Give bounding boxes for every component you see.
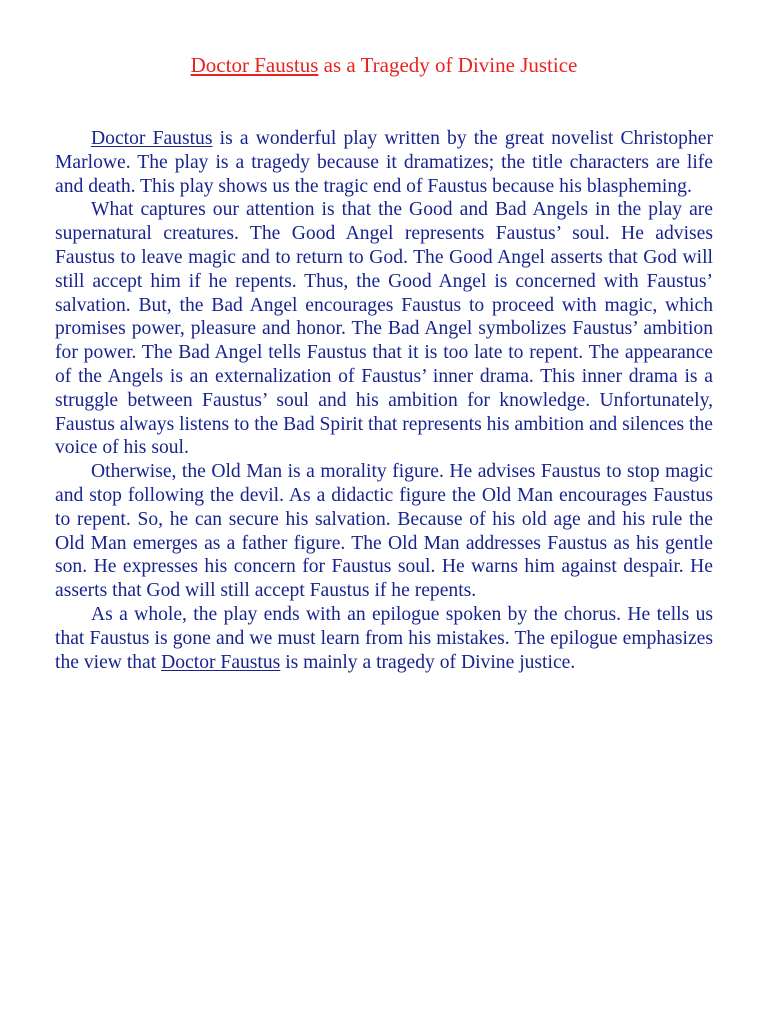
page-title [0,52,768,78]
paragraph-4-work-name: Doctor Faustus [161,651,281,673]
title-rest: as a Tragedy of Divine Justice [318,53,578,77]
paragraph-1-text: is a wonderful play written by the great novelist Christopher Marlowe. The play is a tragedy because it dramatizes; the title characters are life and death. This play shows us the tragic end of Faustus because his blaspheming. [55,128,713,197]
paragraph-3: Otherwise, the Old Man is a morality figure. He advises Faustus to stop magic and stop following the devil. As a didactic figure the Old Man encourages Faustus to repent. So, he can secure his salvation. Because of his old age and his rule the Old Man emerges as a father figure. The Old Man addresses Faustus as his gentle son. He expresses his concern for Faustus soul. He warns him against despair. He asserts that God will still accept Faustus if he repents. [55,461,713,602]
paragraph-1 [55,127,713,198]
title-work-name: Doctor Faustus [190,53,319,77]
paragraph-4 [55,603,713,674]
paragraph-4-text-after: is mainly a tragedy of Divine justice. [280,651,576,673]
paragraph-4-text-before: As a whole, the play ends with an epilogue spoken by the chorus. He tells us that Faustus is gone and we must learn from his mistakes. The epilogue emphasizes the view that [55,603,713,673]
paragraph-2: What captures our attention is that the Good and Bad Angels in the play are supernatural creatures. The Good Angel represents Faustus’ soul. He advises Faustus to leave magic and to return to God. The Good Angel asserts that God will still accept him if he repents. Thus, the Good Angel is concerned with Faustus’ salvation. But, the Bad Angel encourages Faustus to proceed with magic, which promises power, pleasure and honor. The Bad Angel symbolizes Faustus’ ambition for power. The Bad Angel tells Faustus that it is too late to repent. The appearance of the Angels is an externalization of Faustus’ inner drama. This inner drama is a struggle between Faustus’ soul and his ambition for knowledge. Unfortunately, Faustus always listens to the Bad Spirit that represents his ambition and silences the voice of his soul. [55,199,713,459]
essay-body [55,127,713,674]
paragraph-1-work-name: Doctor Faustus [91,128,213,149]
